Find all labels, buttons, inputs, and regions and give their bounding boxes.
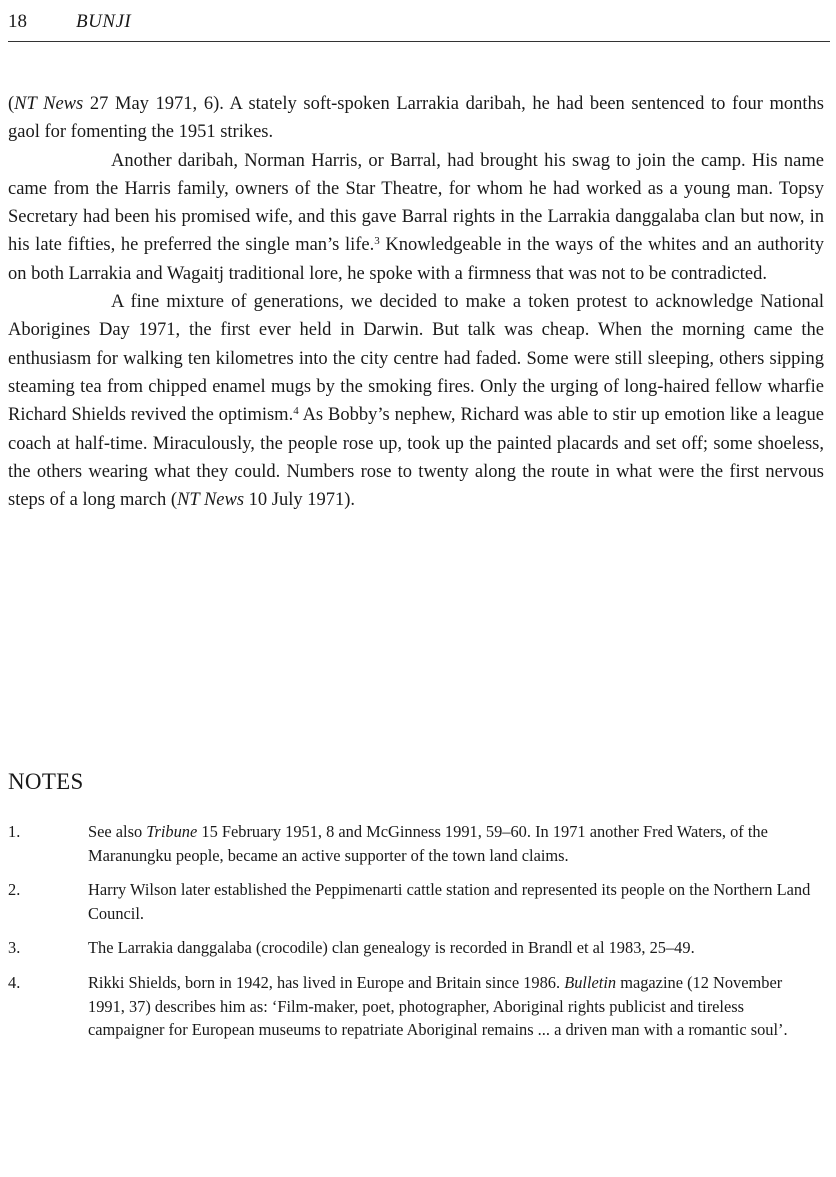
publication-title: NT News xyxy=(177,490,245,511)
note-number: 3. xyxy=(8,938,21,958)
publication-title: NT News xyxy=(14,94,84,114)
note-item: 3. The Larrakia danggalaba (crocodile) clan genealogy is recorded in Brandl et al 1983, 25–49. xyxy=(8,936,814,960)
body-text xyxy=(8,90,824,514)
running-head xyxy=(8,10,828,34)
notes-list xyxy=(8,820,814,1053)
paragraph-1: (NT News 27 May 1971, 6). A stately soft-spoken Larrakia daribah, he had been sentenced to four months gaol for fomenting the 1951 strikes. xyxy=(8,94,824,143)
note-number: 4. xyxy=(8,972,21,992)
paragraph-3: A fine mixture of generations, we decided to make a token protest to acknowledge National Aborigines Day 1971, the first ever held in Darwin. But talk was cheap. When the morning came the enthusiasm for walking ten kilometres into the city centre had faded. Some were still sleeping, others sipping steaming tea from chipped enamel mugs by the smoking fires. Only the urging of long-haired fellow wharfie Richard Shields revived the optimism.$^4$ As Bobby’s nephew, Richard was able to stir up emotion like a league coach at half-time. Miraculously, the people rose up, took up the painted placards and set off; some shoeless, the others wearing what they could. Numbers rose to twenty along the route in what were the first nervous steps of a long march (NT News 10 July 1971). xyxy=(8,292,824,511)
note-item: 2. Harry Wilson later established the Peppimenarti cattle station and represented its people on the Northern Land Council. xyxy=(8,880,811,923)
header-rule xyxy=(8,41,830,42)
running-title: BUNJI xyxy=(76,11,132,32)
page-number: 18 xyxy=(8,11,27,32)
note-reference: 4 xyxy=(293,405,299,418)
note-reference: 3 xyxy=(374,235,380,248)
paragraph-2: Another daribah, Norman Harris, or Barral, had brought his swag to join the camp. His name came from the Harris family, owners of the Star Theatre, for whom he had worked as a young man. Topsy Secretary had been his promised wife, and this gave Barral rights in the Larrakia danggalaba clan but now, in his late fifties, he preferred the single man’s life.$^3$ Knowledgeable in the ways of the whites and an authority on both Larrakia and Wagaitj traditional lore, he spoke with a firmness that was not to be contradicted. xyxy=(8,150,824,284)
note-number: 1. xyxy=(8,822,21,841)
notes-heading: NOTES xyxy=(8,769,84,794)
note-number: 2. xyxy=(8,880,21,900)
note-item: 4. Rikki Shields, born in 1942, has lived in Europe and Britain since 1986. Bulletin magazine (12 November 1991, 37) describes him as: ‘Film-maker, poet, photographer, Aboriginal rights publicist and tireless campaigner for European museums to repatriate Aboriginal remains ... a driven man with a romantic soul’. xyxy=(8,972,788,1040)
note-item: 1. See also Tribune 15 February 1951, 8 and McGinness 1991, 59–60. In 1971 another Fred Waters, of the Maranungku people, became an active supporter of the town land claims. xyxy=(8,822,768,865)
